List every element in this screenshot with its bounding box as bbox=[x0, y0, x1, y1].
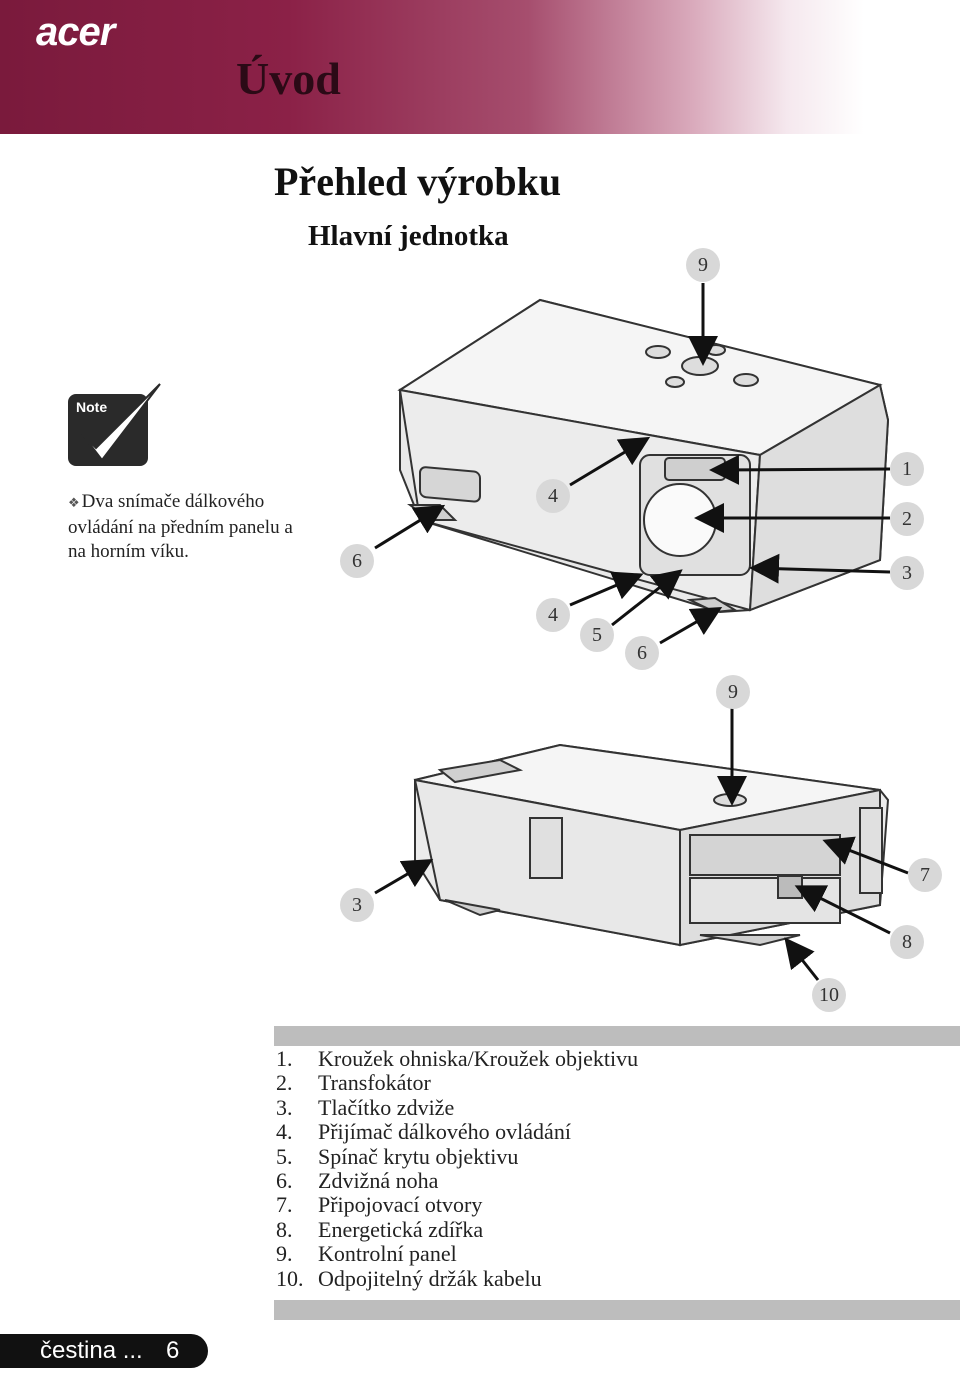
callout-top-4a: 4 bbox=[536, 479, 570, 513]
parts-list bbox=[276, 1047, 638, 1291]
list-item: 5. Spínač krytu objektivu bbox=[276, 1143, 519, 1169]
bullet-diamond-icon: ❖ bbox=[68, 496, 80, 511]
list-top-bar bbox=[274, 1026, 960, 1046]
callout-bottom-10: 10 bbox=[812, 978, 846, 1012]
callout-top-4b: 4 bbox=[536, 598, 570, 632]
callout-bottom-8: 8 bbox=[890, 925, 924, 959]
list-item: 7. Připojovací otvory bbox=[276, 1192, 483, 1218]
callout-top-1: 1 bbox=[890, 452, 924, 486]
projector-rear-view bbox=[415, 745, 888, 945]
list-item: 1. Kroužek ohniska/Kroužek objektivu bbox=[276, 1046, 639, 1071]
callout-bottom-7: 7 bbox=[908, 858, 942, 892]
footer-page-tab bbox=[0, 1334, 208, 1368]
subtitle: Hlavní jednotka bbox=[308, 220, 509, 252]
callout-top-9: 9 bbox=[686, 248, 720, 282]
acer-logo: acer bbox=[36, 10, 115, 54]
callout-bottom-3: 3 bbox=[340, 888, 374, 922]
footer-language: čestina ... bbox=[40, 1337, 143, 1364]
note-label: Note bbox=[76, 399, 108, 415]
callout-top-2: 2 bbox=[890, 502, 924, 536]
list-item: 4. Přijímač dálkového ovládání bbox=[276, 1119, 571, 1145]
callout-top-5: 5 bbox=[580, 618, 614, 652]
callout-top-6b: 6 bbox=[625, 636, 659, 670]
projector-front-view bbox=[400, 300, 888, 612]
callout-top-3: 3 bbox=[890, 556, 924, 590]
list-item: 9. Kontrolní panel bbox=[276, 1241, 457, 1267]
page-number: 6 bbox=[166, 1337, 180, 1364]
list-item: 8. Energetická zdířka bbox=[276, 1216, 484, 1242]
callout-bottom-9: 9 bbox=[716, 675, 750, 709]
section-title: Úvod bbox=[236, 53, 341, 104]
list-item: 2. Transfokátor bbox=[276, 1070, 431, 1096]
list-item: 6. Zdvižná noha bbox=[276, 1168, 439, 1194]
page-title: Přehled výrobku bbox=[274, 159, 562, 204]
note-body: Dva snímače dálkového ovládání na předním panelu a na horním víku. bbox=[68, 491, 293, 562]
list-bottom-bar bbox=[274, 1300, 960, 1320]
list-item: 3. Tlačítko zdviže bbox=[276, 1094, 455, 1120]
list-item: 10. Odpojitelný držák kabelu bbox=[276, 1265, 542, 1291]
callout-top-6a: 6 bbox=[340, 544, 374, 578]
